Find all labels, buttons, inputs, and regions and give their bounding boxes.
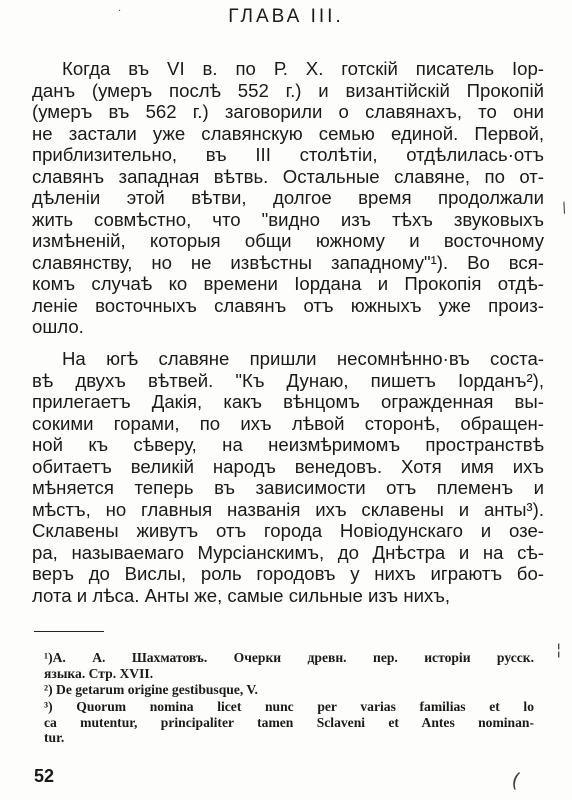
text-line: ошло. xyxy=(32,316,84,337)
text-line: tur. xyxy=(44,730,65,745)
paragraph-1 xyxy=(32,58,544,338)
text-line: мѣстъ, но главныя названія ихъ склавены и анты³). xyxy=(32,498,544,520)
page-number: 52 xyxy=(34,766,55,786)
pencil-mark-icon: · xyxy=(118,6,122,17)
text-line: На югѣ славяне пришли несомнѣнно·въ соста- xyxy=(62,348,544,369)
text-line: леніе восточныхъ славянъ отъ южныхъ уже произ- xyxy=(32,294,544,316)
text-line: славянъ западная вѣтвь. Остальные славяне, по от- xyxy=(32,165,544,187)
text-line: прилегаетъ Дакія, какъ вѣнцомъ огражденная вы- xyxy=(32,391,544,412)
text-line: данъ (умеръ послѣ 552 г.) и византійскій Прокопій xyxy=(32,79,544,101)
paragraph-2 xyxy=(32,348,544,606)
text-line: ¹)А. А. Шахматовъ. Очерки древн. пер. исторіи русск. xyxy=(44,650,534,665)
text-line: вѣ двухъ вѣтвей. "Къ Дунаю, пишетъ Іорданъ²), xyxy=(32,369,544,391)
text-line: ра, называемаго Мурсіанскимъ, до Днѣстра и на сѣ- xyxy=(32,541,544,563)
margin-mark-icon: ¦ xyxy=(556,640,562,659)
text-line: жить совмѣстно, что "видно изъ тѣхъ звуковыхъ xyxy=(32,208,544,230)
text-line: языка. Стр. XVII. xyxy=(44,665,154,681)
chapter-heading: ГЛАВА III. xyxy=(228,6,344,27)
text-line: лота и лѣса. Анты же, самые сильные изъ нихъ, xyxy=(32,584,451,606)
footnote-divider xyxy=(34,631,104,632)
text-line: обитаетъ великій народъ венедовъ. Хотя имя ихъ xyxy=(32,455,544,477)
text-line: ³) Quorum nomina licet nunc per varias familias et lo xyxy=(44,699,534,714)
text-line: ca mutentur, principaliter tamen Sclaveni et Antes nominan- xyxy=(44,714,534,730)
text-line: (умеръ въ 562 г.) заговорили о славянахъ, то они xyxy=(32,101,544,122)
text-line: славянству, но не извѣстны западному"¹). Во вся- xyxy=(32,251,544,273)
text-line: Склавены живутъ отъ города Новіодунскаго и озе- xyxy=(32,520,544,541)
footnote-1 xyxy=(44,650,534,681)
footnote-3 xyxy=(44,699,534,746)
text-line: измѣненій, которыя общи южному и восточному xyxy=(32,230,544,251)
text-line: ²) De getarum origine gestibusque, V. xyxy=(44,682,258,697)
text-line: ной къ сѣверу, на неизмѣримомъ пространствѣ xyxy=(32,434,544,455)
footnote-2 xyxy=(44,682,534,698)
margin-mark-icon: / xyxy=(559,199,570,217)
pencil-mark-icon: ( xyxy=(509,767,523,793)
text-line: не застали уже славянскую семью единой. Первой, xyxy=(32,122,544,144)
text-line: дѣленіи этой вѣтви, долгое время продолжали xyxy=(32,187,544,208)
text-line: Когда въ VI в. по Р. Х. готскій писатель Іор- xyxy=(62,58,544,79)
text-line: приблизительно, въ III столѣтіи, отдѣлилась·отъ xyxy=(32,144,544,165)
text-line: веръ до Вислы, роль городовъ у нихъ играютъ бо- xyxy=(32,563,544,584)
text-line: сокими горами, по ихъ лѣвой сторонѣ, обращен- xyxy=(32,412,544,434)
text-line: комъ случаѣ ко времени Іордана и Прокопія отдѣ- xyxy=(32,273,544,294)
text-line: мѣняется теперь въ зависимости отъ племенъ и xyxy=(32,477,544,498)
